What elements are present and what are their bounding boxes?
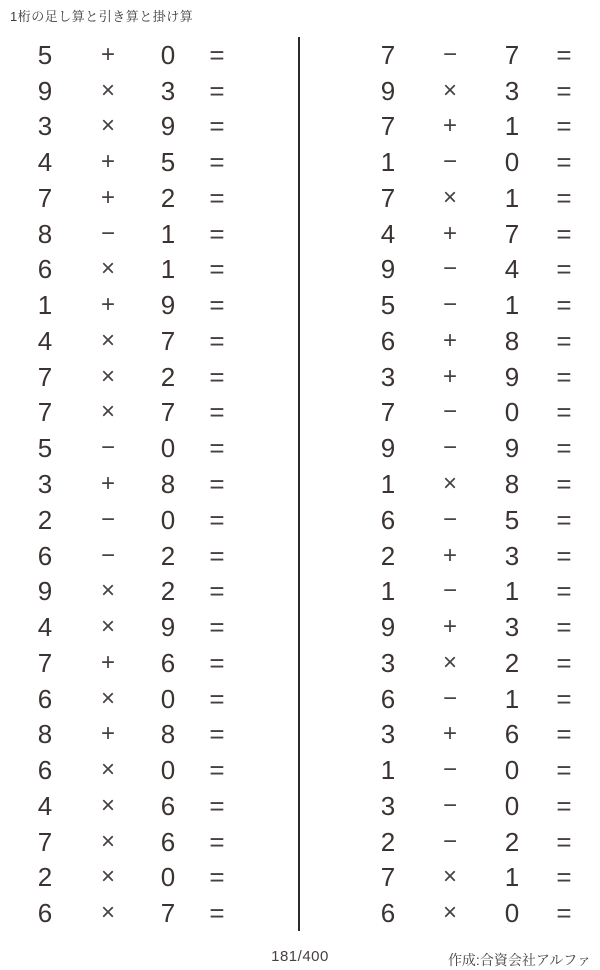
- operand-1: 6: [37, 898, 53, 929]
- problem-row: [300, 716, 600, 752]
- operand-1: 1: [37, 290, 53, 321]
- operand-2: 1: [504, 182, 520, 213]
- equals-sign: =: [209, 361, 225, 392]
- operator: +: [442, 541, 457, 569]
- operand-2: 2: [160, 361, 176, 392]
- operand-2: 9: [160, 612, 176, 643]
- equals-sign: =: [209, 898, 225, 929]
- operand-1: 3: [37, 468, 53, 499]
- operand-2: 3: [160, 75, 176, 106]
- equals-sign: =: [556, 755, 572, 786]
- operand-2: 0: [160, 39, 176, 70]
- operand-1: 7: [380, 182, 396, 213]
- operator: +: [100, 148, 115, 176]
- problem-row: [300, 252, 600, 288]
- problem-row: [300, 681, 600, 717]
- operand-2: 8: [504, 325, 520, 356]
- equals-sign: =: [209, 755, 225, 786]
- problems-area: [0, 37, 600, 931]
- equals-sign: =: [556, 39, 572, 70]
- operand-2: 7: [160, 325, 176, 356]
- operand-1: 9: [37, 576, 53, 607]
- equals-sign: =: [209, 540, 225, 571]
- equals-sign: =: [556, 147, 572, 178]
- operator: ×: [442, 76, 457, 104]
- operator: +: [442, 112, 457, 140]
- operator: −: [100, 219, 115, 247]
- operand-1: 6: [37, 683, 53, 714]
- equals-sign: =: [209, 182, 225, 213]
- operand-2: 4: [504, 254, 520, 285]
- operator: +: [442, 362, 457, 390]
- operand-1: 7: [37, 397, 53, 428]
- equals-sign: =: [209, 504, 225, 535]
- equals-sign: =: [209, 612, 225, 643]
- problem-row: [0, 538, 298, 574]
- problem-row: [0, 395, 298, 431]
- equals-sign: =: [556, 468, 572, 499]
- equals-sign: =: [209, 397, 225, 428]
- operand-1: 3: [380, 719, 396, 750]
- operand-2: 1: [504, 290, 520, 321]
- operator: +: [442, 326, 457, 354]
- operand-2: 7: [504, 218, 520, 249]
- operand-1: 8: [37, 719, 53, 750]
- operator: +: [442, 720, 457, 748]
- equals-sign: =: [209, 218, 225, 249]
- operand-2: 8: [160, 468, 176, 499]
- equals-sign: =: [209, 826, 225, 857]
- operator: +: [100, 469, 115, 497]
- operand-2: 0: [160, 683, 176, 714]
- worksheet-title: 1桁の足し算と引き算と掛け算: [10, 9, 194, 24]
- equals-sign: =: [556, 254, 572, 285]
- problem-row: [300, 824, 600, 860]
- operator: −: [100, 505, 115, 533]
- operand-1: 7: [380, 111, 396, 142]
- equals-sign: =: [209, 254, 225, 285]
- operand-2: 2: [160, 540, 176, 571]
- operator: ×: [100, 863, 115, 891]
- operand-2: 2: [160, 182, 176, 213]
- problem-row: [0, 144, 298, 180]
- operand-2: 0: [504, 755, 520, 786]
- operand-1: 6: [380, 683, 396, 714]
- equals-sign: =: [556, 612, 572, 643]
- problems-column-right: [300, 37, 600, 931]
- operator: ×: [100, 791, 115, 819]
- operator: ×: [100, 684, 115, 712]
- problem-row: [300, 430, 600, 466]
- problem-row: [300, 895, 600, 931]
- equals-sign: =: [556, 862, 572, 893]
- operand-2: 3: [504, 75, 520, 106]
- operand-2: 1: [504, 862, 520, 893]
- operand-2: 7: [160, 397, 176, 428]
- operand-2: 1: [504, 683, 520, 714]
- operand-1: 3: [380, 647, 396, 678]
- operator: +: [100, 291, 115, 319]
- problem-row: [0, 502, 298, 538]
- problem-row: [0, 359, 298, 395]
- operator: −: [442, 577, 457, 605]
- operator: −: [442, 505, 457, 533]
- operand-2: 6: [160, 826, 176, 857]
- operator: +: [100, 720, 115, 748]
- equals-sign: =: [209, 433, 225, 464]
- operand-2: 2: [160, 576, 176, 607]
- operand-2: 5: [504, 504, 520, 535]
- problem-row: [0, 73, 298, 109]
- problem-row: [0, 466, 298, 502]
- problem-row: [0, 645, 298, 681]
- problem-row: [300, 395, 600, 431]
- operator: ×: [100, 613, 115, 641]
- problem-row: [0, 109, 298, 145]
- operand-1: 7: [37, 361, 53, 392]
- equals-sign: =: [556, 504, 572, 535]
- operand-2: 9: [504, 433, 520, 464]
- operand-1: 1: [380, 755, 396, 786]
- operand-1: 1: [380, 147, 396, 178]
- operand-2: 6: [504, 719, 520, 750]
- problem-row: [300, 859, 600, 895]
- operand-1: 8: [37, 218, 53, 249]
- operand-1: 7: [380, 39, 396, 70]
- equals-sign: =: [556, 576, 572, 607]
- operand-2: 0: [160, 862, 176, 893]
- operand-2: 8: [504, 468, 520, 499]
- operator: ×: [100, 756, 115, 784]
- operand-1: 6: [37, 254, 53, 285]
- operand-2: 0: [160, 504, 176, 535]
- problem-row: [300, 645, 600, 681]
- operator: ×: [442, 183, 457, 211]
- operand-1: 5: [380, 290, 396, 321]
- equals-sign: =: [209, 719, 225, 750]
- operand-1: 7: [380, 397, 396, 428]
- operand-1: 4: [37, 147, 53, 178]
- operator: −: [442, 398, 457, 426]
- problem-row: [300, 37, 600, 73]
- operand-2: 9: [160, 111, 176, 142]
- problem-row: [300, 609, 600, 645]
- operand-1: 7: [380, 862, 396, 893]
- equals-sign: =: [209, 39, 225, 70]
- operand-2: 2: [504, 647, 520, 678]
- operand-2: 9: [504, 361, 520, 392]
- equals-sign: =: [209, 862, 225, 893]
- operand-2: 3: [504, 612, 520, 643]
- equals-sign: =: [209, 111, 225, 142]
- operator: −: [100, 434, 115, 462]
- problem-row: [0, 216, 298, 252]
- operator: ×: [100, 255, 115, 283]
- operand-1: 7: [37, 826, 53, 857]
- equals-sign: =: [556, 218, 572, 249]
- equals-sign: =: [556, 898, 572, 929]
- equals-sign: =: [556, 75, 572, 106]
- operand-1: 7: [37, 182, 53, 213]
- problem-row: [300, 788, 600, 824]
- equals-sign: =: [209, 290, 225, 321]
- equals-sign: =: [556, 361, 572, 392]
- operator: +: [100, 40, 115, 68]
- operator: ×: [442, 648, 457, 676]
- operand-1: 5: [37, 433, 53, 464]
- equals-sign: =: [209, 468, 225, 499]
- problem-row: [300, 73, 600, 109]
- problem-row: [0, 252, 298, 288]
- equals-sign: =: [556, 182, 572, 213]
- operator: −: [442, 434, 457, 462]
- page-indicator: 181/400: [271, 948, 329, 965]
- operand-1: 9: [380, 254, 396, 285]
- operand-1: 1: [380, 576, 396, 607]
- problem-row: [300, 180, 600, 216]
- operand-2: 0: [504, 147, 520, 178]
- operator: −: [442, 291, 457, 319]
- problem-row: [0, 609, 298, 645]
- operator: −: [100, 541, 115, 569]
- equals-sign: =: [556, 325, 572, 356]
- problem-row: [300, 538, 600, 574]
- operand-2: 6: [160, 790, 176, 821]
- equals-sign: =: [209, 75, 225, 106]
- operand-1: 6: [37, 755, 53, 786]
- equals-sign: =: [556, 540, 572, 571]
- problem-row: [0, 824, 298, 860]
- operand-2: 0: [504, 397, 520, 428]
- operator: −: [442, 684, 457, 712]
- problem-row: [300, 287, 600, 323]
- operand-2: 0: [504, 898, 520, 929]
- operand-1: 2: [37, 504, 53, 535]
- equals-sign: =: [209, 790, 225, 821]
- operator: +: [100, 183, 115, 211]
- operand-1: 3: [37, 111, 53, 142]
- operator: ×: [100, 326, 115, 354]
- operand-2: 9: [160, 290, 176, 321]
- equals-sign: =: [556, 790, 572, 821]
- operator: ×: [100, 398, 115, 426]
- operand-1: 9: [380, 612, 396, 643]
- problem-row: [0, 180, 298, 216]
- operand-1: 3: [380, 361, 396, 392]
- operand-1: 4: [37, 790, 53, 821]
- problem-row: [300, 466, 600, 502]
- operand-1: 3: [380, 790, 396, 821]
- operand-1: 6: [380, 504, 396, 535]
- operand-2: 6: [160, 647, 176, 678]
- problem-row: [300, 573, 600, 609]
- operator: ×: [100, 827, 115, 855]
- operand-1: 6: [37, 540, 53, 571]
- operator: ×: [100, 899, 115, 927]
- operator: −: [442, 148, 457, 176]
- operand-1: 4: [37, 325, 53, 356]
- operand-2: 3: [504, 540, 520, 571]
- equals-sign: =: [209, 325, 225, 356]
- equals-sign: =: [556, 647, 572, 678]
- problem-row: [0, 430, 298, 466]
- operand-2: 2: [504, 826, 520, 857]
- problem-row: [0, 859, 298, 895]
- operator: ×: [100, 577, 115, 605]
- problem-row: [0, 788, 298, 824]
- operand-1: 4: [380, 218, 396, 249]
- operand-1: 2: [380, 540, 396, 571]
- operand-1: 4: [37, 612, 53, 643]
- operand-2: 1: [160, 218, 176, 249]
- equals-sign: =: [556, 719, 572, 750]
- operand-2: 0: [160, 755, 176, 786]
- operator: ×: [100, 112, 115, 140]
- operand-1: 1: [380, 468, 396, 499]
- operand-2: 7: [504, 39, 520, 70]
- equals-sign: =: [209, 647, 225, 678]
- operand-1: 7: [37, 647, 53, 678]
- operator: −: [442, 756, 457, 784]
- operand-1: 9: [380, 75, 396, 106]
- equals-sign: =: [209, 576, 225, 607]
- operand-2: 8: [160, 719, 176, 750]
- operand-1: 6: [380, 898, 396, 929]
- operator: ×: [100, 76, 115, 104]
- problem-row: [300, 323, 600, 359]
- operator: −: [442, 827, 457, 855]
- operator: ×: [100, 362, 115, 390]
- operand-2: 5: [160, 147, 176, 178]
- operator: +: [100, 648, 115, 676]
- problems-column-left: [0, 37, 298, 931]
- operand-2: 1: [504, 576, 520, 607]
- problem-row: [0, 895, 298, 931]
- operator: −: [442, 791, 457, 819]
- operator: ×: [442, 899, 457, 927]
- problem-row: [300, 752, 600, 788]
- credit-text: 作成:合資会社アルファ: [447, 952, 591, 968]
- operand-1: 2: [37, 862, 53, 893]
- operand-1: 9: [380, 433, 396, 464]
- equals-sign: =: [556, 826, 572, 857]
- problem-row: [0, 716, 298, 752]
- problem-row: [0, 37, 298, 73]
- problem-row: [0, 287, 298, 323]
- problem-row: [300, 359, 600, 395]
- operator: +: [442, 613, 457, 641]
- problem-row: [0, 681, 298, 717]
- operator: −: [442, 40, 457, 68]
- equals-sign: =: [209, 147, 225, 178]
- operator: ×: [442, 469, 457, 497]
- equals-sign: =: [556, 683, 572, 714]
- operand-1: 9: [37, 75, 53, 106]
- equals-sign: =: [556, 433, 572, 464]
- operator: −: [442, 255, 457, 283]
- problem-row: [300, 216, 600, 252]
- operand-2: 0: [504, 790, 520, 821]
- equals-sign: =: [556, 111, 572, 142]
- operand-2: 1: [160, 254, 176, 285]
- operand-2: 7: [160, 898, 176, 929]
- equals-sign: =: [556, 290, 572, 321]
- operator: ×: [442, 863, 457, 891]
- problem-row: [0, 323, 298, 359]
- problem-row: [0, 573, 298, 609]
- operand-1: 2: [380, 826, 396, 857]
- operand-2: 0: [160, 433, 176, 464]
- problem-row: [300, 109, 600, 145]
- problem-row: [300, 502, 600, 538]
- equals-sign: =: [556, 397, 572, 428]
- problem-row: [300, 144, 600, 180]
- operand-1: 5: [37, 39, 53, 70]
- operand-1: 6: [380, 325, 396, 356]
- problem-row: [0, 752, 298, 788]
- operator: +: [442, 219, 457, 247]
- operand-2: 1: [504, 111, 520, 142]
- equals-sign: =: [209, 683, 225, 714]
